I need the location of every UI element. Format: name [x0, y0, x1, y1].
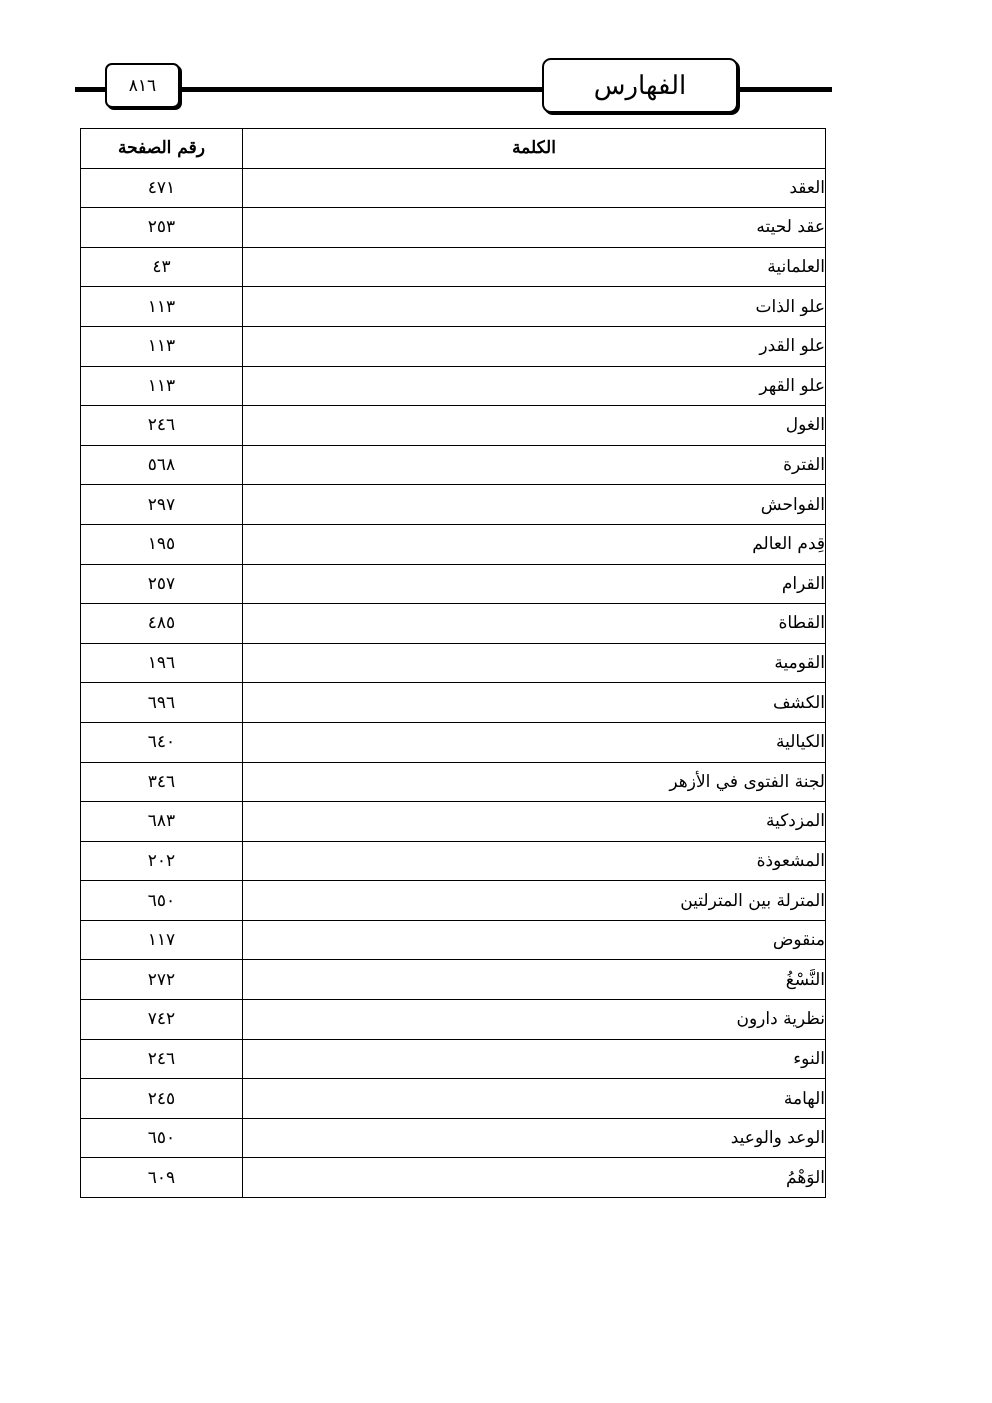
index-term: العلمانية — [243, 247, 826, 287]
page-reference: ٢٤٦ — [81, 1039, 243, 1079]
table-row — [81, 1158, 826, 1198]
index-term: الغول — [243, 406, 826, 446]
page-reference: ٣٤٦ — [81, 762, 243, 802]
index-table — [80, 128, 826, 1198]
index-term: لجنة الفتوى في الأزهر — [243, 762, 826, 802]
table-row — [81, 485, 826, 525]
table-row — [81, 247, 826, 287]
table-row — [81, 287, 826, 327]
index-term: الفترة — [243, 445, 826, 485]
table-row — [81, 683, 826, 723]
index-term: النَّسْغُ — [243, 960, 826, 1000]
index-term: عقد لحيته — [243, 208, 826, 248]
table-row — [81, 920, 826, 960]
table-row — [81, 722, 826, 762]
page-reference: ١١٣ — [81, 326, 243, 366]
index-term: علو الذات — [243, 287, 826, 327]
index-term: المزدكية — [243, 802, 826, 842]
index-term: الكشف — [243, 683, 826, 723]
column-header-word: الكلمة — [243, 129, 826, 169]
table-row — [81, 524, 826, 564]
table-row — [81, 208, 826, 248]
page-reference: ٢٠٢ — [81, 841, 243, 881]
page-reference: ١١٣ — [81, 287, 243, 327]
page-number: ٨١٦ — [105, 63, 180, 108]
table-row — [81, 445, 826, 485]
table-body — [81, 168, 826, 1197]
index-term: منقوض — [243, 920, 826, 960]
table-row — [81, 1079, 826, 1119]
page-reference: ١١٣ — [81, 366, 243, 406]
index-term: الوَهْمُ — [243, 1158, 826, 1198]
index-term: الهامة — [243, 1079, 826, 1119]
page-reference: ٤٣ — [81, 247, 243, 287]
section-title: الفهارس — [542, 58, 738, 113]
index-term: علو القهر — [243, 366, 826, 406]
page-reference: ٦٥٠ — [81, 881, 243, 921]
page-reference: ٦٨٣ — [81, 802, 243, 842]
page-reference: ٤٧١ — [81, 168, 243, 208]
page-reference: ٢٥٣ — [81, 208, 243, 248]
index-term: المترلة بين المترلتين — [243, 881, 826, 921]
page-reference: ٤٨٥ — [81, 604, 243, 644]
index-term: القطاة — [243, 604, 826, 644]
page-reference: ١١٧ — [81, 920, 243, 960]
table-row — [81, 564, 826, 604]
table-row — [81, 762, 826, 802]
table-row — [81, 802, 826, 842]
page-reference: ٧٤٢ — [81, 1000, 243, 1040]
page-reference: ٢٤٦ — [81, 406, 243, 446]
table-row — [81, 326, 826, 366]
table-row — [81, 1118, 826, 1158]
page-reference: ٥٦٨ — [81, 445, 243, 485]
index-term: العقد — [243, 168, 826, 208]
index-term: القومية — [243, 643, 826, 683]
table-row — [81, 643, 826, 683]
table-row — [81, 406, 826, 446]
table-row — [81, 881, 826, 921]
table-row — [81, 604, 826, 644]
table-row — [81, 366, 826, 406]
page-reference: ٦٩٦ — [81, 683, 243, 723]
table-row — [81, 960, 826, 1000]
index-term: الفواحش — [243, 485, 826, 525]
page-reference: ٢٤٥ — [81, 1079, 243, 1119]
table-row — [81, 1000, 826, 1040]
index-term: النوء — [243, 1039, 826, 1079]
index-term: قِدم العالم — [243, 524, 826, 564]
table-row — [81, 841, 826, 881]
table-row — [81, 1039, 826, 1079]
index-term: الكيالية — [243, 722, 826, 762]
page-reference: ٢٩٧ — [81, 485, 243, 525]
page-reference: ٢٥٧ — [81, 564, 243, 604]
table-row — [81, 168, 826, 208]
page-reference: ٦٤٠ — [81, 722, 243, 762]
index-term: الوعد والوعيد — [243, 1118, 826, 1158]
index-term: نظرية دارون — [243, 1000, 826, 1040]
page-reference: ٢٧٢ — [81, 960, 243, 1000]
page-reference: ٦٥٠ — [81, 1118, 243, 1158]
page-reference: ١٩٥ — [81, 524, 243, 564]
index-term: القرام — [243, 564, 826, 604]
index-term: علو القدر — [243, 326, 826, 366]
page-reference: ٦٠٩ — [81, 1158, 243, 1198]
column-header-page: رقم الصفحة — [81, 129, 243, 169]
index-term: المشعوذة — [243, 841, 826, 881]
table-header-row — [81, 129, 826, 169]
page-reference: ١٩٦ — [81, 643, 243, 683]
